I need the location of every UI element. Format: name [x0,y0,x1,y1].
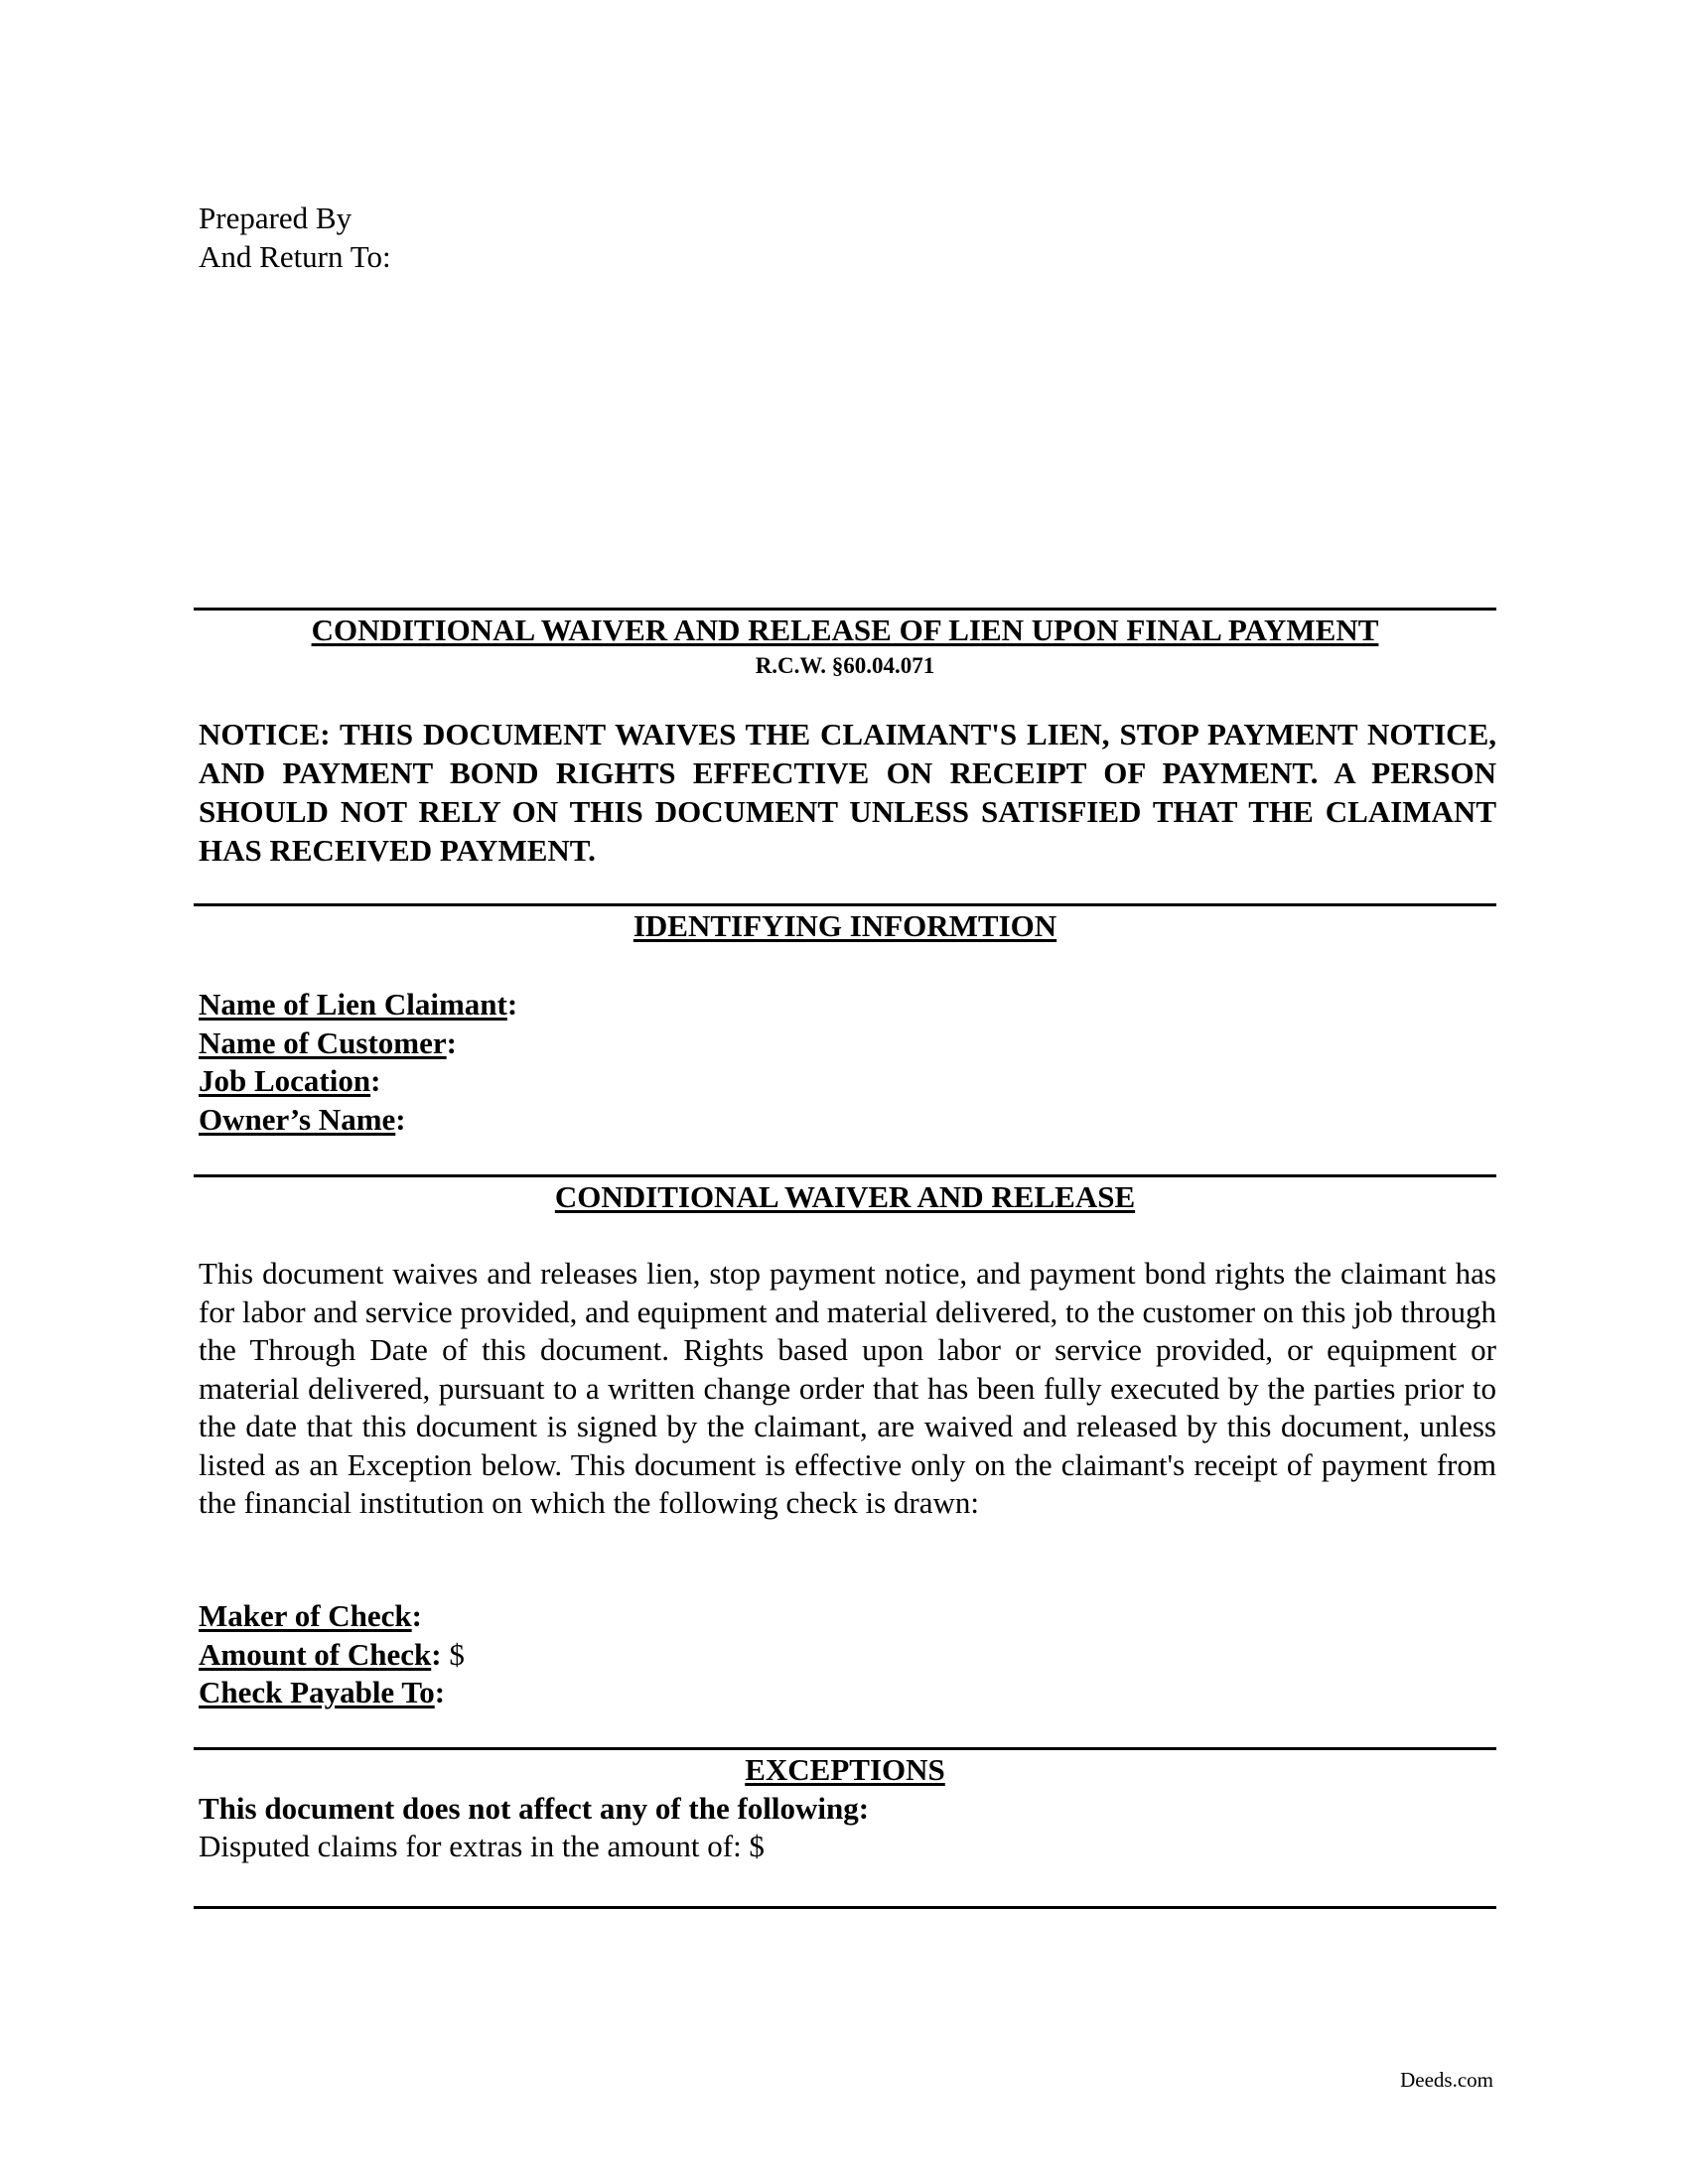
field-owner-name [199,1101,517,1140]
return-to-label: And Return To: [199,239,391,274]
field-colon: : [506,987,518,1022]
field-label: Job Location [199,1063,371,1098]
check-fields [199,1597,465,1712]
field-customer [199,1024,517,1063]
field-value: $ [441,1636,465,1672]
field-colon: : [411,1598,422,1633]
document-title: CONDITIONAL WAIVER AND RELEASE OF LIEN UPON FINAL PAYMENT [311,613,1379,647]
notice-paragraph: NOTICE: THIS DOCUMENT WAIVES THE CLAIMANT'S LIEN, STOP PAYMENT NOTICE, AND PAYMENT BOND RIGHTS EFFECTIVE ON RECEIPT OF PAYMENT. A PERSON SHOULD NOT RELY ON THIS DOCUMENT UNLESS SATISFIED THAT THE CLAIMANT HAS RECEIVED PAYMENT. [199,717,1496,868]
footer-source: Deeds.com [1400,2068,1493,2092]
prepared-by-label: Prepared By [199,201,352,235]
field-label: Maker of Check [199,1598,412,1633]
divider-title [194,608,1496,611]
field-colon: : [370,1063,381,1098]
field-amount-of-check [199,1636,465,1675]
field-colon: : [431,1636,442,1672]
field-label: Amount of Check [199,1636,432,1672]
field-colon: : [395,1101,406,1137]
field-maker-of-check [199,1597,465,1636]
identifying-fields [199,986,517,1139]
waiver-heading: CONDITIONAL WAIVER AND RELEASE [554,1179,1136,1214]
divider-waiver [194,1174,1496,1177]
divider-identifying [194,903,1496,906]
exceptions-heading: EXCEPTIONS [745,1752,945,1787]
disputed-claims-line: Disputed claims for extras in the amount of: $ [199,1829,765,1863]
field-label: Name of Customer [199,1024,447,1060]
identifying-heading: IDENTIFYING INFORMTION [633,908,1057,943]
field-label: Check Payable To [199,1675,435,1709]
divider-exceptions [194,1747,1496,1750]
field-check-payable-to [199,1674,465,1712]
field-job-location [199,1062,517,1101]
field-lien-claimant [199,986,517,1024]
field-label: Name of Lien Claimant [199,987,507,1022]
statute-reference: R.C.W. §60.04.071 [755,653,935,678]
waiver-body: This document waives and releases lien, stop payment notice, and payment bond rights the claimant has for labor and service provided, and equipment and material delivered, to the customer on this job through the Through Date of this document. Rights based upon labor or service provided, or equipment or material delivered, pursuant to a written change order that has been fully executed by the parties prior to the date that this document is signed by the claimant, are waived and released by this document, unless listed as an Exception below. This document is effective only on the claimant's receipt of payment from the financial institution on which the following check is drawn: [199,1256,1496,1520]
prepared-by-block [199,199,391,276]
field-label: Owner’s Name [199,1101,396,1137]
divider-end [194,1906,1496,1909]
field-colon: : [446,1024,457,1060]
field-colon: : [434,1675,446,1709]
exceptions-lead: This document does not affect any of the following: [199,1791,870,1826]
